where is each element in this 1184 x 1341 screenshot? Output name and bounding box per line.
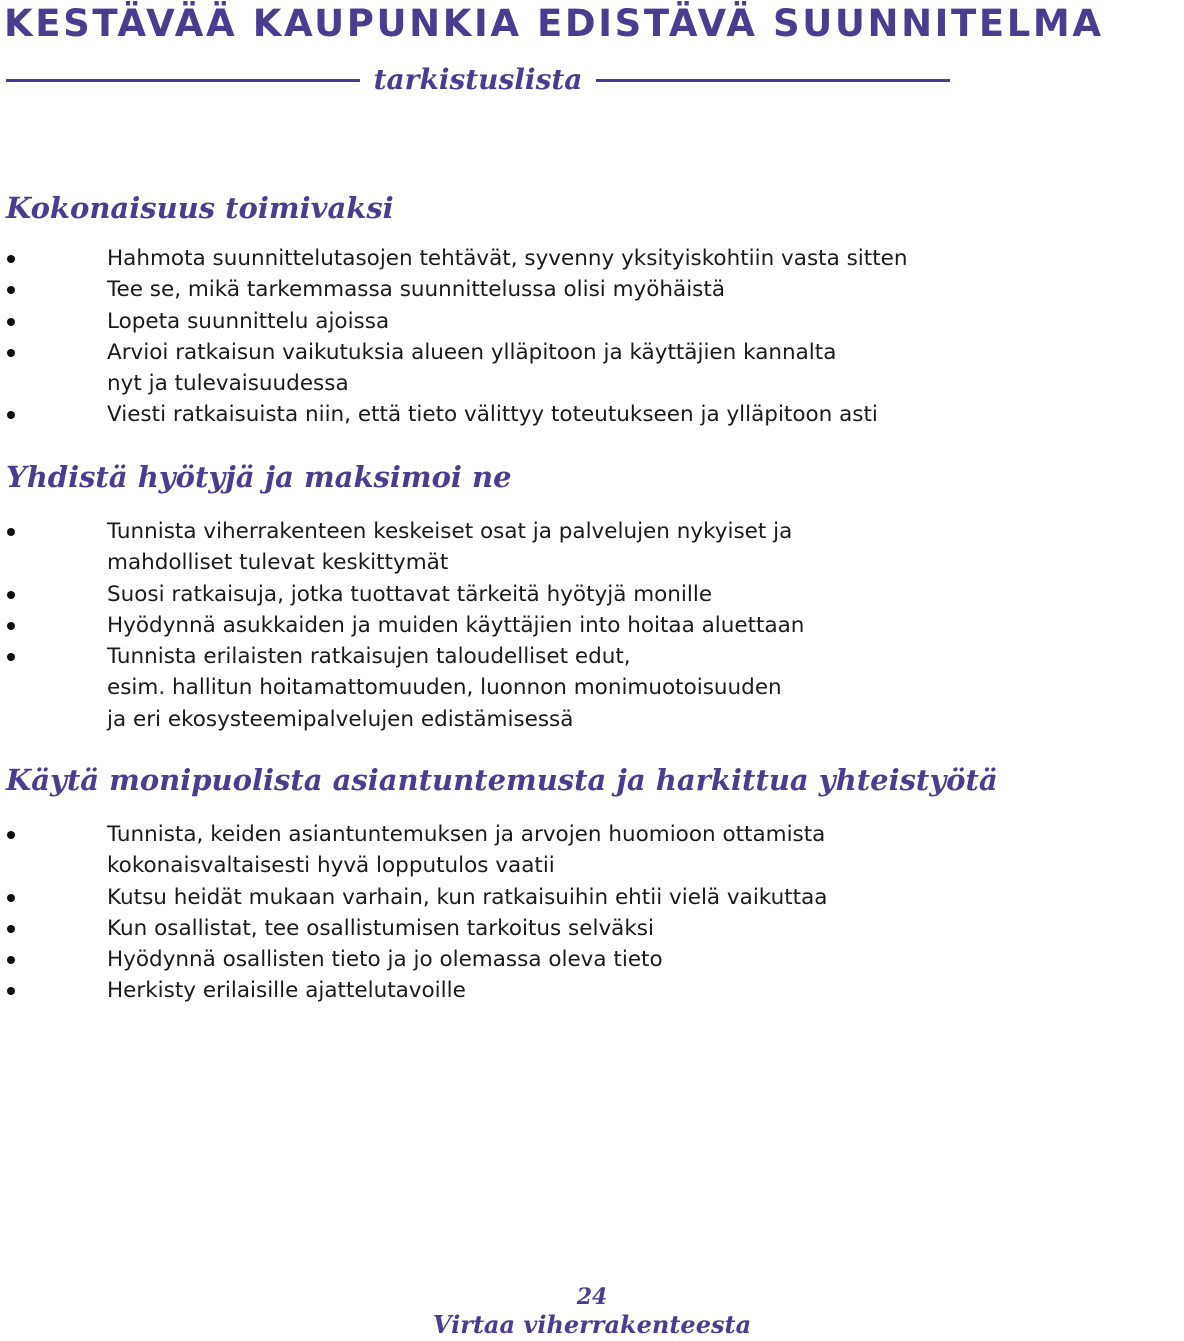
list-item — [0, 243, 960, 274]
list-item — [0, 274, 960, 305]
list-item-text: Tunnista erilaisten ratkaisujen taloudelliset edut, — [107, 644, 631, 670]
page-number: 24 — [576, 1284, 608, 1310]
bullet-icon — [7, 653, 15, 661]
bullet-icon — [7, 925, 15, 933]
bullet-list — [0, 243, 960, 431]
list-item-text: Lopeta suunnittelu ajoissa — [107, 308, 390, 334]
bullet-icon — [7, 349, 15, 357]
list-item — [0, 913, 960, 944]
bullet-icon — [7, 622, 15, 630]
list-item — [0, 516, 960, 579]
list-item-text: Tunnista viherrakenteen keskeiset osat ja palvelujen nykyiset ja — [107, 519, 793, 544]
list-item — [0, 579, 960, 610]
list-item-text: Hyödynnä asukkaiden ja muiden käyttäjien into hoitaa aluettaan — [107, 612, 805, 638]
left-rule — [6, 79, 360, 82]
bullet-icon — [7, 318, 15, 326]
section-heading: Käytä monipuolista asiantuntemusta ja harkittua yhteistyötä — [6, 763, 998, 797]
list-item — [0, 610, 960, 641]
list-item-text: Arvioi ratkaisun vaikutuksia alueen ylläpitoon ja käyttäjien kannalta — [107, 339, 837, 365]
bullet-icon — [7, 411, 15, 419]
list-item — [0, 975, 960, 1006]
list-item — [0, 819, 960, 882]
list-item-text: Tunnista, keiden asiantuntemuksen ja arvojen huomioon ottamista — [107, 822, 826, 847]
page-subtitle: tarkistuslista — [373, 63, 583, 96]
list-item-text: esim. hallitun hoitamattomuuden, luonnon monimuotoisuuden — [107, 675, 782, 701]
bullet-icon — [7, 591, 15, 599]
list-item — [0, 399, 960, 430]
list-item-text: Hahmota suunnittelutasojen tehtävät, syvenny yksityiskohtiin vasta sitten — [107, 246, 908, 271]
list-item-text: Herkisty erilaisille ajattelutavoille — [107, 978, 466, 1004]
list-item-text: Viesti ratkaisuista niin, että tieto välittyy toteutukseen ja ylläpitoon asti — [107, 402, 878, 428]
bullet-list — [0, 819, 960, 1007]
section-heading: Yhdistä hyötyjä ja maksimoi ne — [6, 460, 512, 494]
bullet-list — [0, 516, 960, 735]
bullet-icon — [7, 286, 15, 294]
list-item — [0, 306, 960, 337]
section-yhdista — [0, 457, 960, 735]
page-title: KESTÄVÄÄ KAUPUNKIA EDISTÄVÄ SUUNNITELMA — [4, 2, 1104, 45]
bullet-icon — [7, 255, 15, 263]
list-item-text: Kutsu heidät mukaan varhain, kun ratkaisuihin ehtii vielä vaikuttaa — [107, 884, 828, 910]
list-item — [0, 882, 960, 913]
section-kayta — [0, 760, 998, 1007]
list-item-text: Suosi ratkaisuja, jotka tuottavat tärkeitä hyötyjä monille — [107, 581, 713, 607]
bullet-icon — [7, 528, 15, 536]
list-item-text: kokonaisvaltaisesti hyvä lopputulos vaatii — [107, 853, 555, 879]
bullet-icon — [7, 956, 15, 964]
right-rule — [596, 79, 950, 82]
bullet-icon — [7, 987, 15, 995]
list-item — [0, 641, 960, 735]
list-item-text: Kun osallistat, tee osallistumisen tarkoitus selväksi — [107, 915, 654, 941]
list-item-text: ja eri ekosysteemipalvelujen edistämisessä — [107, 706, 574, 732]
section-heading: Kokonaisuus toimivaksi — [6, 191, 394, 225]
list-item — [0, 944, 960, 975]
publication-title: Virtaa viherrakenteesta — [432, 1310, 752, 1339]
subtitle-row — [6, 62, 950, 98]
bullet-icon — [7, 894, 15, 902]
list-item-text: Tee se, mikä tarkemmassa suunnittelussa olisi myöhäistä — [107, 277, 725, 303]
list-item-text: mahdolliset tulevat keskittymät — [107, 550, 449, 576]
list-item-text: nyt ja tulevaisuudessa — [107, 371, 349, 397]
list-item-text: Hyödynnä osallisten tieto ja jo olemassa oleva tieto — [107, 947, 663, 973]
section-kokonaisuus — [0, 188, 960, 431]
list-item — [0, 337, 960, 400]
bullet-icon — [7, 831, 15, 839]
